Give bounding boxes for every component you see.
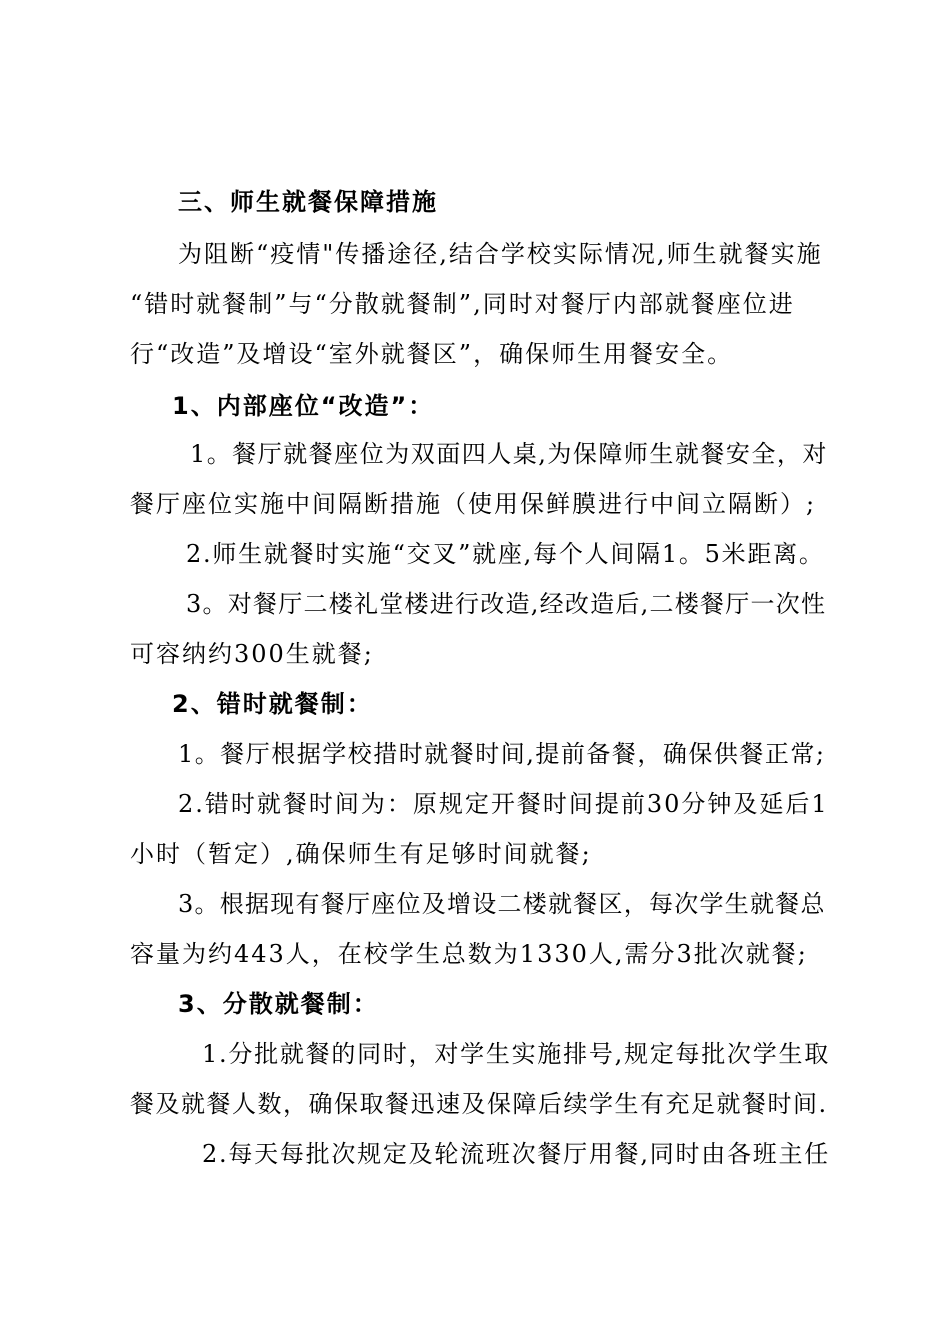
sub3-item2-line1: 2.每天每批次规定及轮流班次餐厅用餐,同时由各班主任 [202, 1140, 831, 1168]
sub3-item1-line2: 餐及就餐人数，确保取餐迅速及保障后续学生有充足就餐时间. [130, 1090, 828, 1118]
sub1-item2: 2.师生就餐时实施“交叉”就座,每个人间隔1。5米距离。 [186, 540, 825, 568]
section-title: 三、师生就餐保障措施 [178, 188, 438, 216]
sub1-item1-line2: 餐厅座位实施中间隔断措施（使用保鲜膜进行中间立隔断）; [130, 490, 817, 518]
sub3-heading: 3、分散就餐制： [178, 990, 379, 1018]
sub1-item1-line1: 1。餐厅就餐座位为双面四人桌,为保障师生就餐安全，对 [190, 440, 828, 468]
sub3-item1-line1: 1.分批就餐的同时，对学生实施排号,规定每批次学生取 [202, 1040, 831, 1068]
sub1-heading: 1、内部座位“改造”： [172, 392, 435, 420]
sub2-item3-line1: 3。根据现有餐厅座位及增设二楼就餐区，每次学生就餐总 [178, 890, 826, 918]
intro-line-1: 为阻断“疫情"传播途径,结合学校实际情况,师生就餐实施 [178, 240, 823, 268]
sub1-item3-line2: 可容纳约300生就餐; [130, 640, 374, 668]
sub2-item2-line1: 2.错时就餐时间为：原规定开餐时间提前30分钟及延后1 [178, 790, 829, 818]
intro-line-3: 行“改造”及增设“室外就餐区”，确保师生用餐安全。 [130, 340, 734, 368]
sub2-item2-line2: 小时（暂定）,确保师生有足够时间就餐; [130, 840, 592, 868]
sub2-heading: 2、错时就餐制： [172, 690, 373, 718]
intro-line-2: “错时就餐制”与“分散就餐制”,同时对餐厅内部就餐座位进 [130, 290, 795, 318]
sub2-item3-line2: 容量为约443人，在校学生总数为1330人,需分3批次就餐; [130, 940, 808, 968]
sub2-item1: 1。餐厅根据学校措时就餐时间,提前备餐，确保供餐正常; [178, 740, 826, 768]
sub1-item3-line1: 3。对餐厅二楼礼堂楼进行改造,经改造后,二楼餐厅一次性 [186, 590, 827, 618]
